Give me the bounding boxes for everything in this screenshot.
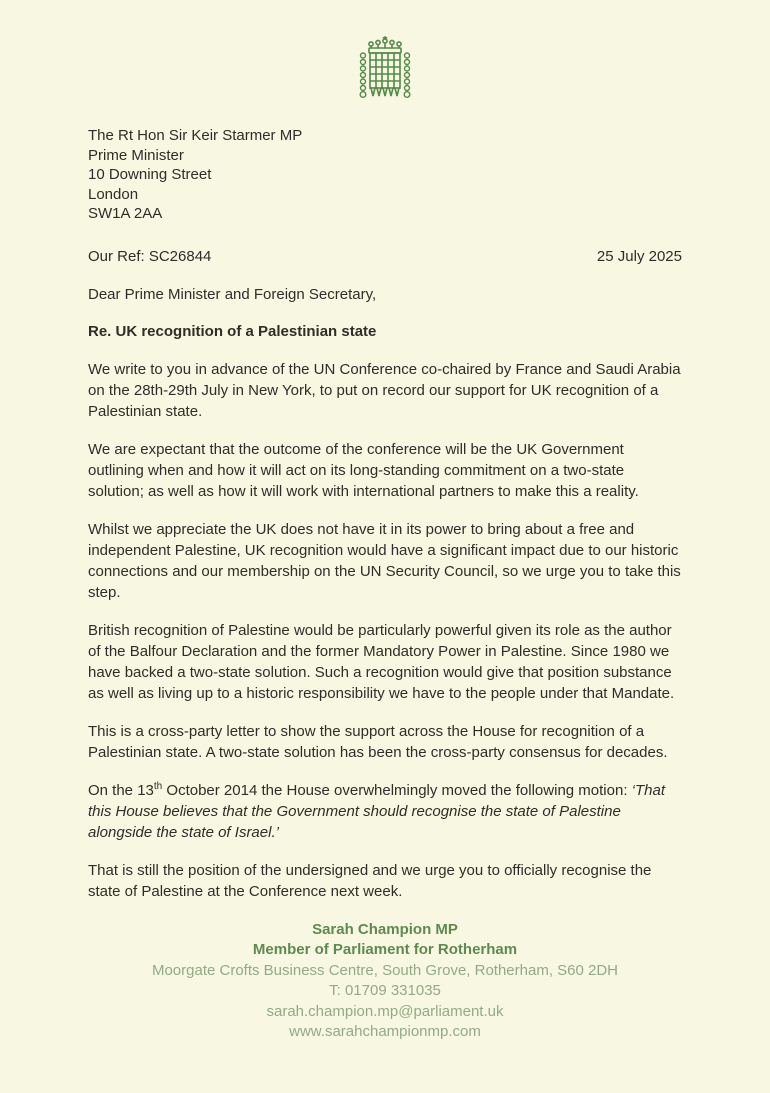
recipient-city: London: [88, 185, 139, 203]
office-email: sarah.champion.mp@parliament.uk: [266, 1002, 504, 1020]
recipient-name: The Rt Hon Sir Keir Starmer MP: [88, 127, 303, 144]
office-phone: T: 01709 331035: [329, 982, 441, 999]
ordinal-superscript: th: [153, 780, 163, 792]
parliament-portcullis-icon: [354, 36, 416, 102]
paragraph-closing: That is still the position of the undersigned and we urge you to officially recognise the state of Palestine at the Conference next week.: [88, 861, 652, 900]
letter-header: [88, 36, 682, 102]
subject-line: Re. UK recognition of a Palestinian state: [88, 322, 377, 340]
office-website: www.sarahchampionmp.com: [289, 1023, 481, 1040]
recipient-title: Prime Minister: [88, 146, 184, 164]
motion-quote: ‘That this House believes that the Government should recognise the state of Palestine alongside the state of Israel.’: [88, 781, 666, 841]
paragraph-uk-recognition-impact: Whilst we appreciate the UK does not have it in its power to bring about a free and independent Palestine, UK recognition would have a significant impact due to our historic connections and our membership on the UN Security Council, so we urge you to take this step.: [88, 520, 681, 601]
recipient-postcode: SW1A 2AA: [88, 205, 163, 222]
signature-footer: [88, 920, 682, 1043]
reference-date-row: [88, 246, 682, 267]
paragraph-2014-motion: [88, 780, 682, 843]
signatory-role: Member of Parliament for Rotherham: [252, 941, 518, 958]
office-address: Moorgate Crofts Business Centre, South Grove, Rotherham, S60 2DH: [151, 961, 619, 979]
signatory-name: Sarah Champion MP: [312, 920, 458, 938]
recipient-address-block: [88, 126, 682, 224]
letter-date: 25 July 2025: [596, 247, 682, 265]
motion-text-after-superscript: October 2014 the House overwhelmingly moved the following motion:: [162, 781, 632, 799]
paragraph-conference-outcome: We are expectant that the outcome of the conference will be the UK Government outlining when and how it will act on its long-standing commitment on a two-state solution; as well as how it will work with international partners to make this a reality.: [88, 440, 639, 500]
recipient-street: 10 Downing Street: [88, 166, 212, 183]
paragraph-un-conference: We write to you in advance of the UN Conference co-chaired by France and Saudi Arabia on the 28th-29th July in New York, to put on record our support for UK recognition of a Palestinian state.: [88, 360, 681, 420]
paragraph-british-recognition: British recognition of Palestine would be particularly powerful given its role as the author of the Balfour Declaration and the former Mandatory Power in Palestine. Since 1980 we have backed a two-state solution. Such a recognition would give that position substance as well as living up to a historic responsibility we have to the people under that Mandate.: [88, 621, 675, 702]
motion-text-before-superscript: On the 13: [88, 781, 154, 799]
salutation: Dear Prime Minister and Foreign Secretary,: [88, 285, 377, 303]
paragraph-cross-party: This is a cross-party letter to show the support across the House for recognition of a Palestinian state. A two-state solution has been the cross-party consensus for decades.: [88, 722, 668, 761]
reference-number: Our Ref: SC26844: [88, 247, 212, 265]
